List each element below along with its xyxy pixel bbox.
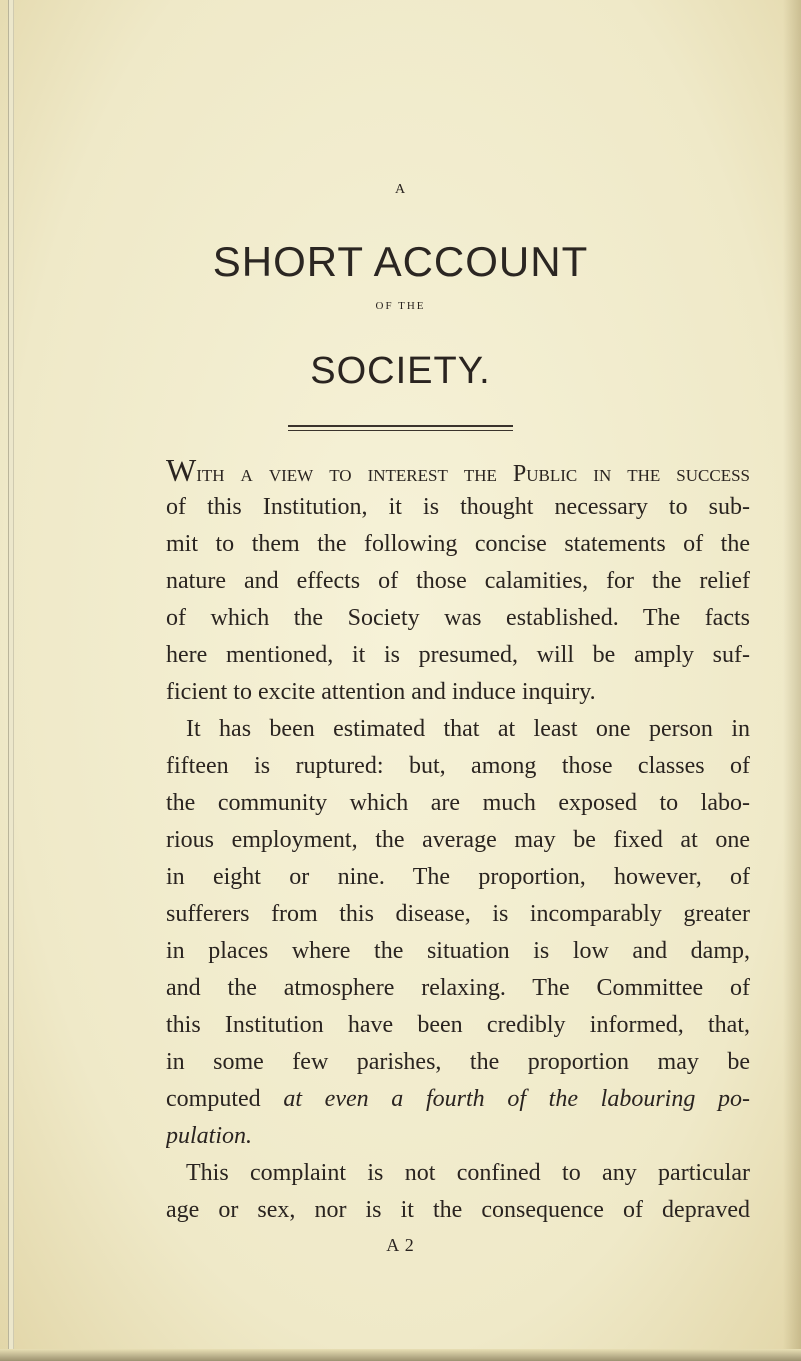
text-line — [166, 1118, 750, 1155]
text-line: in some few parishes, the proportion may be — [166, 1049, 750, 1075]
text-line: the community which are much exposed to labo- — [166, 790, 750, 816]
text-line: of this Institution, it is thought necessary to sub- — [166, 494, 750, 520]
double-rule-divider — [288, 425, 513, 431]
text-line: rious employment, the average may be fixed at one — [166, 827, 750, 853]
text-line: of which the Society was established. The facts — [166, 605, 750, 631]
text-line: fifteen is ruptured: but, among those classes of — [166, 753, 750, 779]
text-line — [166, 452, 750, 489]
text-span: ith a view to interest the Public in the success — [196, 461, 750, 487]
text-line: and the atmosphere relaxing. The Committee of — [166, 975, 750, 1001]
italic-span: pulation. — [166, 1123, 253, 1149]
text-line: This complaint is not confined to any particular — [186, 1160, 750, 1186]
text-line: in places where the situation is low and damp, — [166, 938, 750, 964]
title-article: A — [394, 182, 407, 197]
text-line: here mentioned, it is presumed, will be amply suf- — [166, 642, 750, 668]
text-line: nature and effects of those calamities, for the relief — [166, 568, 750, 594]
title-main: SHORT ACCOUNT — [212, 238, 589, 285]
text-line — [166, 1081, 750, 1118]
body-text — [166, 452, 750, 1229]
text-line: sufferers from this disease, is incomparably greater — [166, 901, 750, 927]
text-line: It has been estimated that at least one person in — [186, 716, 750, 742]
signature-mark: A 2 — [386, 1235, 415, 1255]
text-line: in eight or nine. The proportion, however, of — [166, 864, 750, 890]
text-span: computed — [166, 1086, 284, 1112]
page-edge — [8, 0, 14, 1361]
drop-letter: W — [166, 452, 197, 488]
text-line: mit to them the following concise statements of the — [166, 531, 750, 557]
italic-span: at even a fourth of the labouring po- — [283, 1086, 750, 1112]
title-society: SOCIETY. — [310, 350, 491, 392]
text-line: this Institution have been credibly informed, that, — [166, 1012, 750, 1038]
text-line: age or sex, nor is it the consequence of depraved — [166, 1197, 750, 1223]
text-line: ficient to excite attention and induce inquiry. — [166, 679, 596, 705]
page-shadow — [783, 0, 801, 1361]
page-bottom-shadow — [0, 1349, 801, 1361]
title-of-the: OF THE — [375, 300, 426, 312]
